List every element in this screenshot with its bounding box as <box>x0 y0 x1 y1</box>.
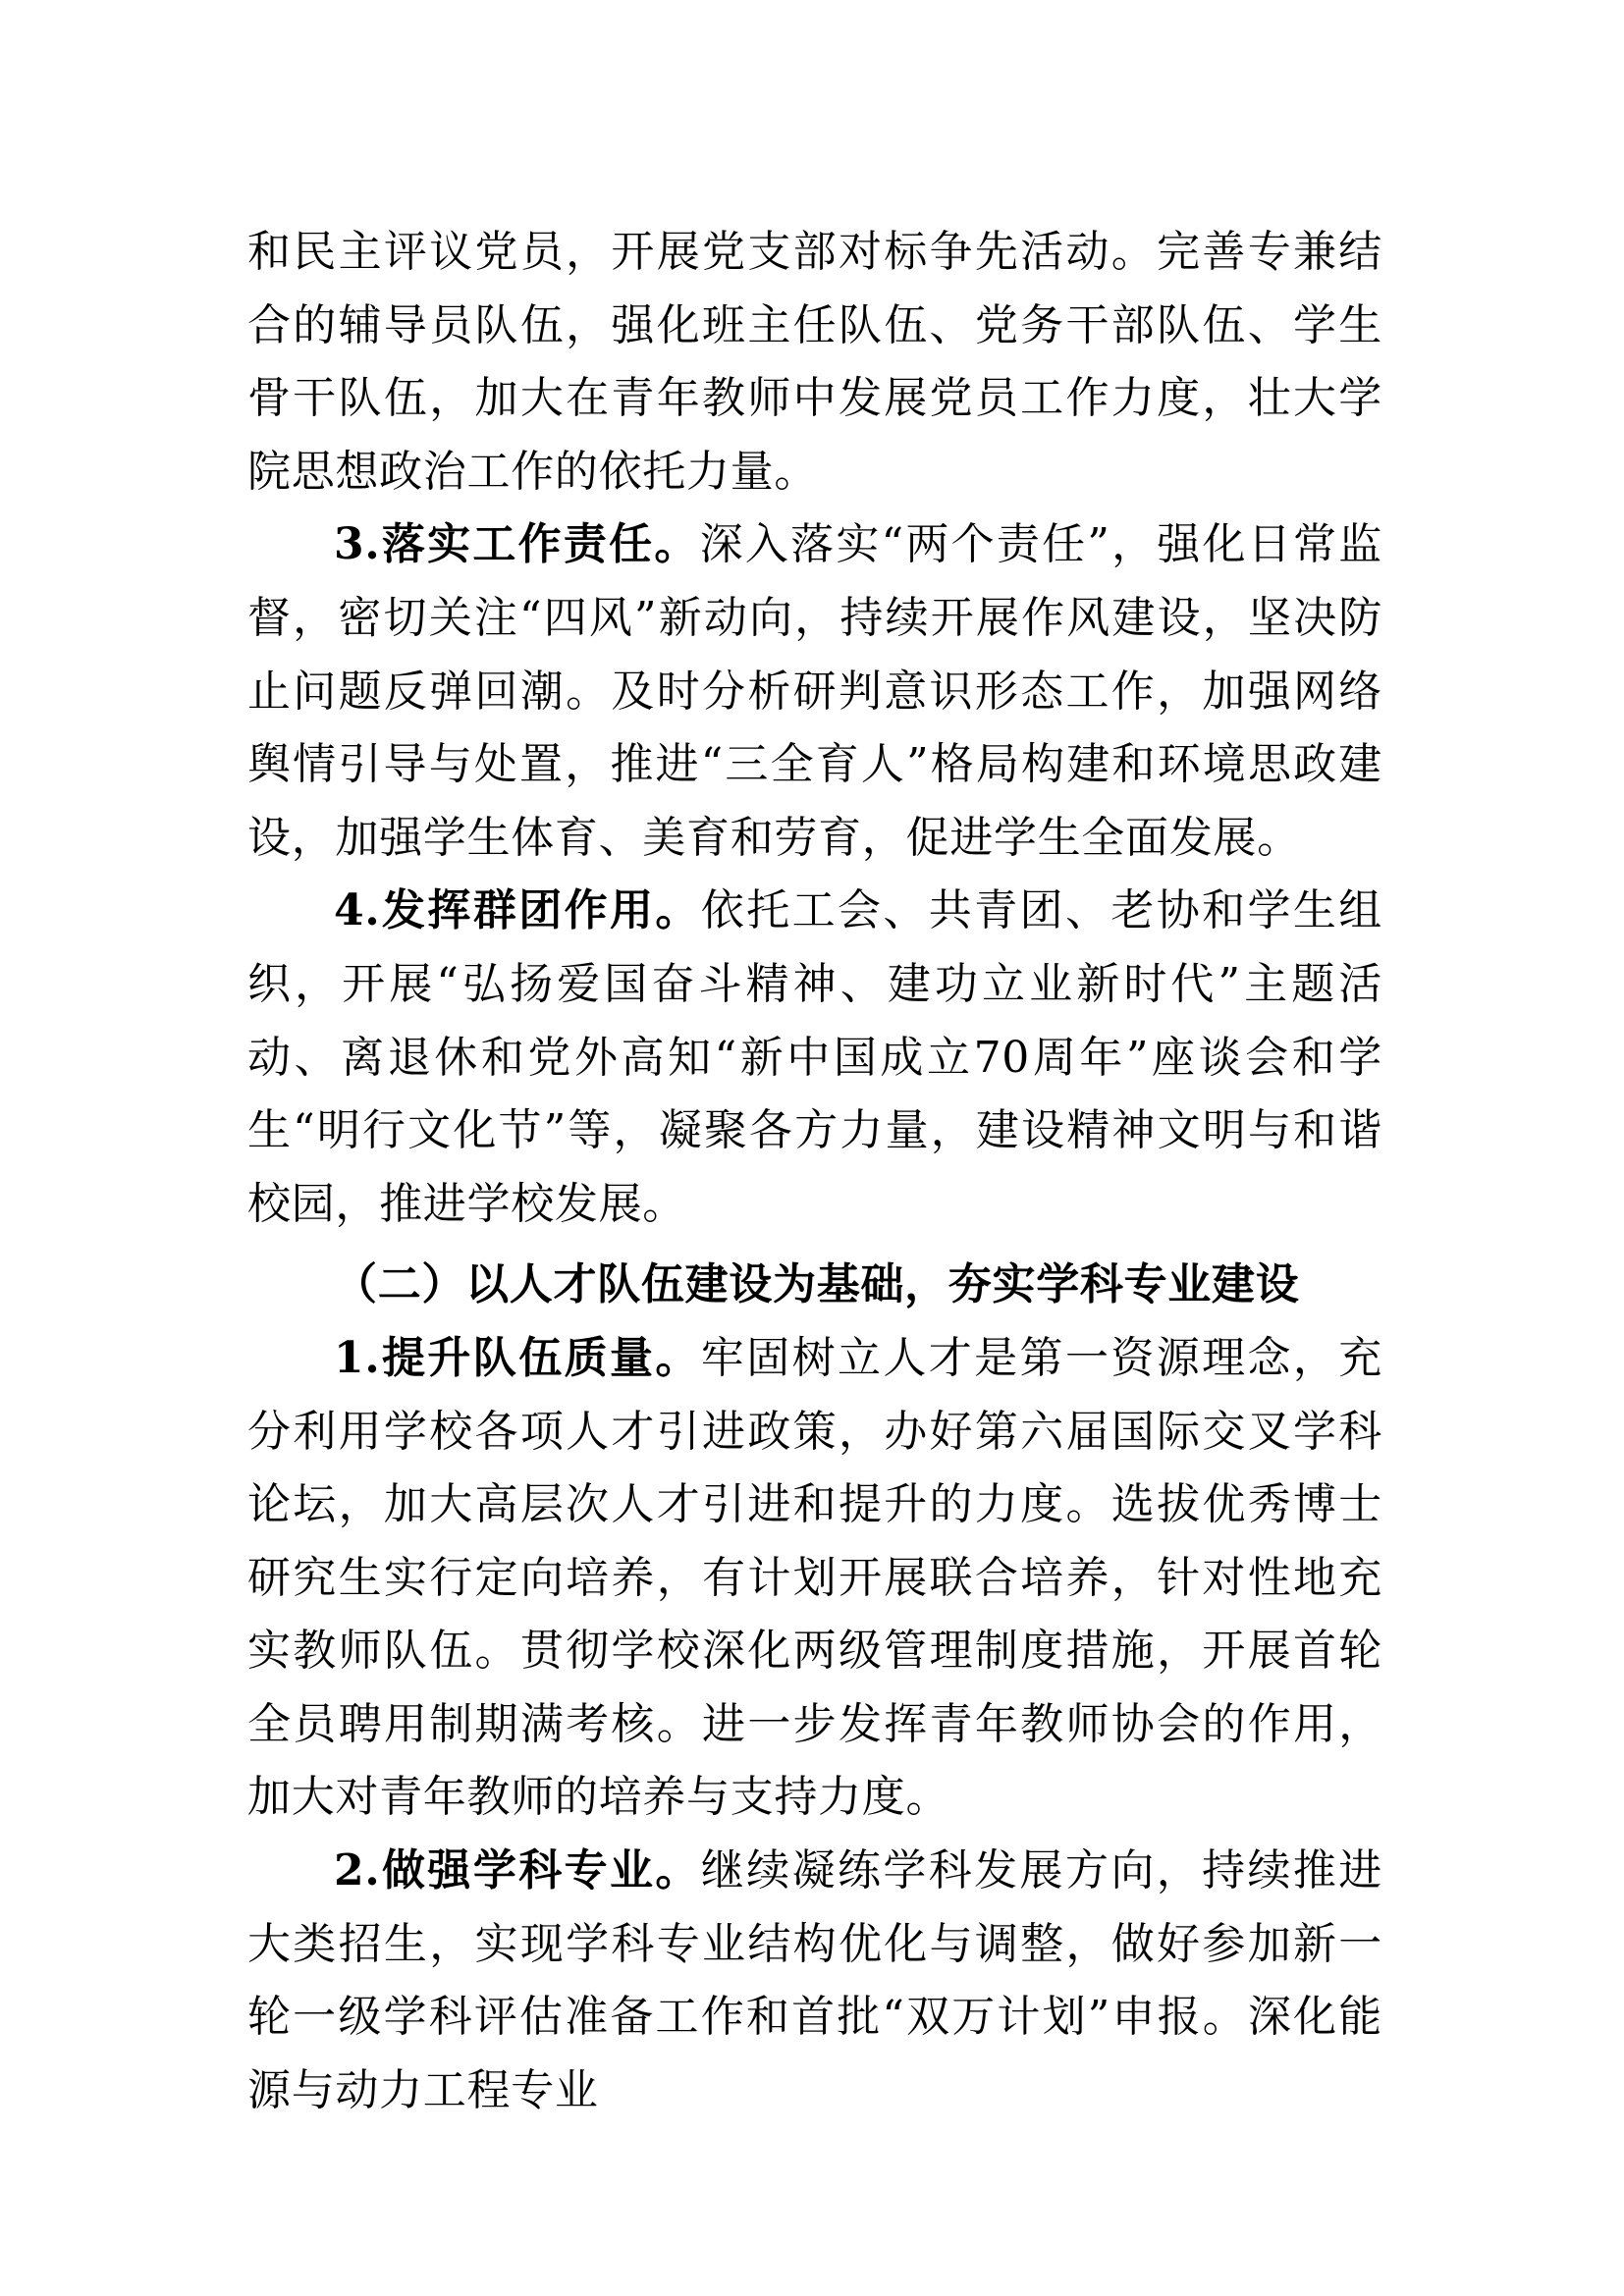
paragraph-text: 和民主评议党员，开展党支部对标争先活动。完善专兼结合的辅导员队伍，强化班主任队伍、党务干部队伍、学生骨干队伍，加大在青年教师中发展党员工作力度，壮大学院思想政治工作的依托力量。 <box>247 227 1382 497</box>
paragraph-party-member-review <box>247 216 1382 508</box>
paragraph-text: 依托工会、共青团、老协和学生组织，开展“弘扬爱国奋斗精神、建功立业新时代”主题活动、离退休和党外高知“新中国成立70周年”座谈会和学生“明行文化节”等，凝聚各方力量，建设精神文明与和谐校园，推进学校发展。 <box>247 885 1383 1229</box>
paragraph-lead: 1.提升队伍质量。 <box>334 1332 701 1383</box>
paragraph-text: 牢固树立人才是第一资源理念，充分利用学校各项人才引进政策，办好第六届国际交叉学科论坛，加大高层次人才引进和提升的力度。选拔优秀博士研究生实行定向培养，有计划开展联合培养，针对性地充实教师队伍。贯彻学校深化两级管理制度措施，开展首轮全员聘用制期满考核。进一步发挥青年教师协会的作用，加大对青年教师的培养与支持力度。 <box>247 1332 1383 1823</box>
section-heading: （二）以人才队伍建设为基础，夯实学科专业建设 <box>334 1259 1300 1310</box>
paragraph-text: 深入落实“两个责任”，强化日常监督，密切关注“四风”新动向，持续开展作风建设，坚决防止问题反弹回潮。及时分析研判意识形态工作，加强网络舆情引导与处置，推进“三全育人”格局构建和环境思政建设，加强学生体育、美育和劳育，促进学生全面发展。 <box>247 519 1382 863</box>
paragraph-work-responsibility <box>247 508 1382 875</box>
paragraph-lead: 4.发挥群团作用。 <box>334 885 701 936</box>
paragraph-team-quality <box>247 1322 1382 1835</box>
paragraph-lead: 2.做强学科专业。 <box>334 1845 701 1896</box>
paragraph-discipline-strength <box>247 1835 1382 2127</box>
paragraph-text: 继续凝练学科发展方向，持续推进大类招生，实现学科专业结构优化与调整，做好参加新一轮一级学科评估准备工作和首批“双万计划”申报。深化能源与动力工程专业 <box>247 1845 1383 2115</box>
document-body <box>247 216 1382 2127</box>
paragraph-mass-organizations <box>247 875 1382 1241</box>
paragraph-lead: 3.落实工作责任。 <box>334 519 700 570</box>
